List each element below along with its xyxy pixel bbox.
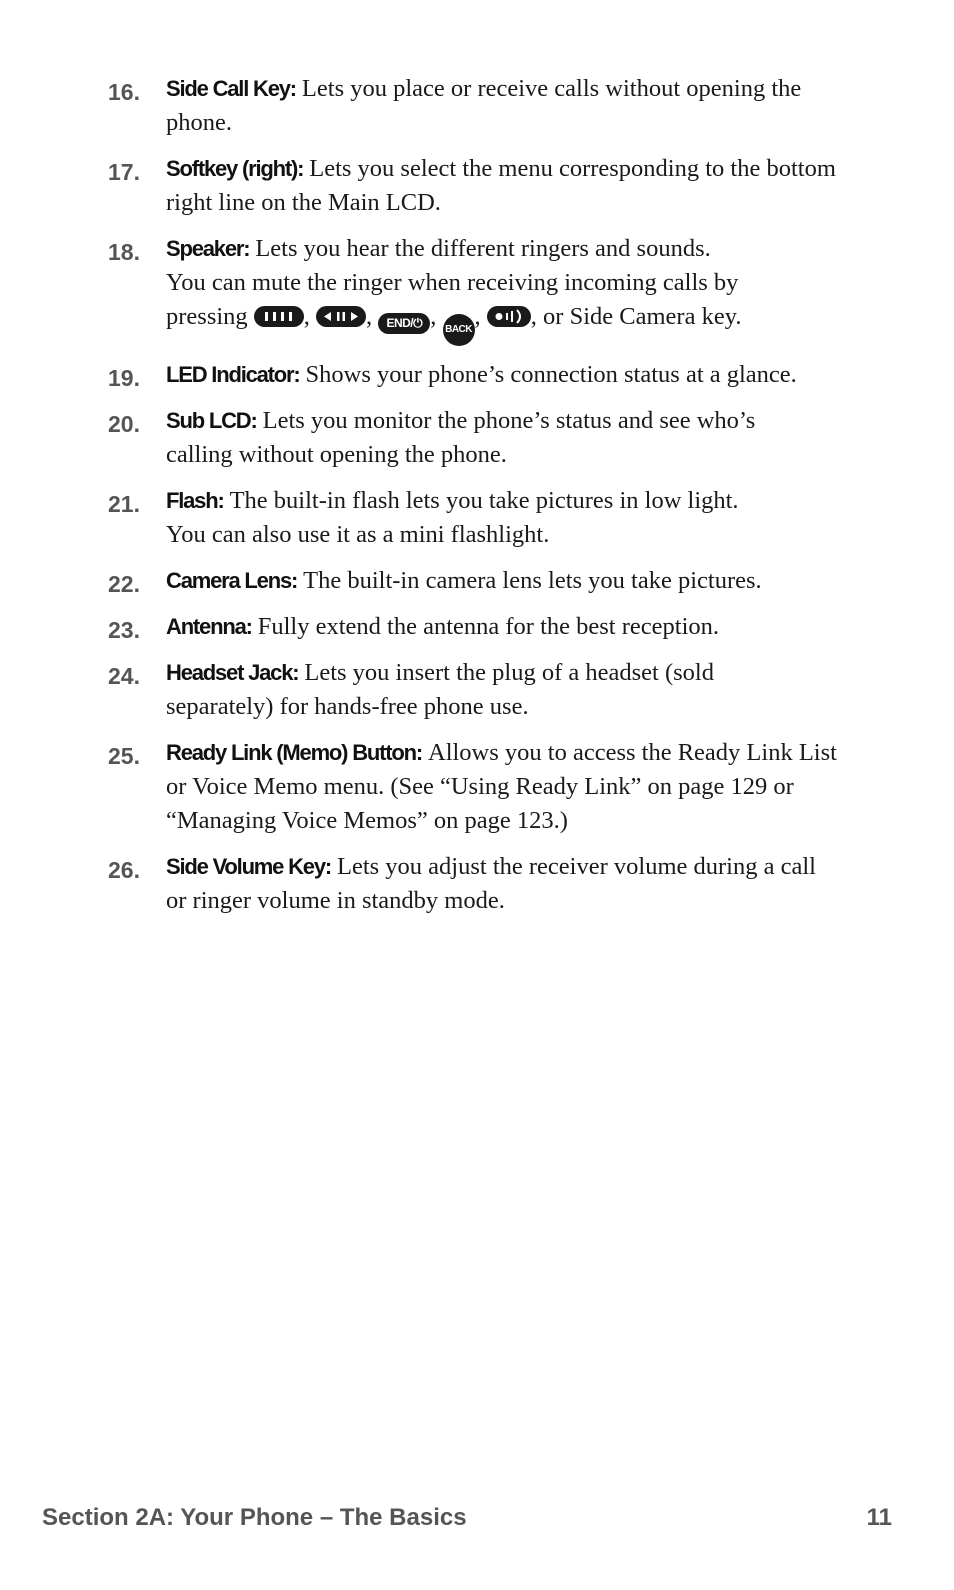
list-item — [0, 404, 954, 472]
item-number: 25. — [108, 743, 140, 769]
item-description-line-2: You can mute the ringer when receiving incoming calls by — [166, 269, 739, 296]
item-number: 16. — [108, 79, 140, 105]
list-item — [0, 232, 954, 346]
item-description: Lets you insert the plug of a headset (sold separately) for hands-free phone use. — [166, 659, 714, 720]
item-number: 17. — [108, 159, 140, 185]
item-number: 24. — [108, 663, 140, 689]
item-body — [166, 850, 831, 918]
item-number: 21. — [108, 491, 140, 517]
item-description: Lets you place or receive calls without opening the phone. — [166, 75, 802, 136]
item-number: 22. — [108, 571, 140, 597]
item-body — [166, 610, 866, 644]
item-description-line-3-prefix: pressing — [166, 303, 248, 330]
item-body — [166, 656, 776, 724]
item-term: Camera Lens: — [166, 568, 298, 593]
item-term: Sub LCD: — [166, 408, 257, 433]
item-description: The built-in flash lets you take pictures in low light. — [229, 487, 739, 514]
navigation-key-icon — [316, 306, 366, 327]
item-description: Lets you monitor the phone’s status and see who’s calling without opening the phone. — [166, 407, 756, 468]
menu-softkey-icon — [254, 306, 304, 327]
item-description-line-2: You can also use it as a mini flashlight. — [166, 521, 550, 548]
item-term: Antenna: — [166, 614, 252, 639]
item-term: Headset Jack: — [166, 660, 299, 685]
item-body — [166, 484, 866, 552]
item-description: Fully extend the antenna for the best reception. — [257, 613, 719, 640]
item-term: Flash: — [166, 488, 224, 513]
back-key-icon: BACK — [443, 314, 475, 346]
item-description-line-3-suffix: , or Side Camera key. — [530, 303, 742, 330]
item-term: Side Volume Key: — [166, 854, 331, 879]
feature-list — [0, 72, 954, 930]
item-body — [166, 404, 816, 472]
page-number: 11 — [866, 1504, 892, 1531]
item-term: Softkey (right): — [166, 156, 304, 181]
item-term: Side Call Key: — [166, 76, 296, 101]
item-number: 19. — [108, 365, 140, 391]
item-body — [166, 564, 866, 598]
list-item — [0, 358, 954, 392]
list-item — [0, 656, 954, 724]
item-body: Speaker: Lets you hear the different ringers and sounds. You can mute the ringer when receiving incoming calls by pressing , , END/⏻ , BACK , , or Side Camera key. — [166, 232, 866, 346]
item-term: LED Indicator: — [166, 362, 300, 387]
item-number: 18. — [108, 239, 140, 265]
item-description: Lets you hear the different ringers and sounds. — [255, 235, 711, 262]
list-item — [0, 152, 954, 220]
item-body — [166, 152, 866, 220]
item-body — [166, 736, 856, 838]
speaker-volume-key-icon — [487, 306, 531, 327]
list-item — [0, 736, 954, 838]
list-item — [0, 564, 954, 598]
item-description: The built-in camera lens lets you take pictures. — [303, 567, 762, 594]
item-description: Shows your phone’s connection status at a glance. — [305, 361, 797, 388]
item-number: 20. — [108, 411, 140, 437]
list-item — [0, 610, 954, 644]
item-term: Speaker: — [166, 236, 250, 261]
item-body — [166, 72, 866, 140]
item-description: Lets you adjust the receiver volume during a call or ringer volume in standby mode. — [166, 853, 816, 914]
item-description: Lets you select the menu corresponding to the bottom right line on the Main LCD. — [166, 155, 836, 216]
item-number: 26. — [108, 857, 140, 883]
item-body — [166, 358, 886, 392]
item-term: Ready Link (Memo) Button: — [166, 740, 422, 765]
item-description: Allows you to access the Ready Link List or Voice Memo menu. (See “Using Ready Link” on page 129 or “Managing Voice Memos” on page 123.) — [166, 739, 837, 834]
list-item — [0, 850, 954, 918]
list-item — [0, 484, 954, 552]
item-number: 23. — [108, 617, 140, 643]
list-item — [0, 72, 954, 140]
end-power-key-icon: END/⏻ — [378, 313, 430, 334]
section-title: Section 2A: Your Phone – The Basics — [42, 1504, 467, 1531]
page-footer — [42, 1504, 892, 1532]
